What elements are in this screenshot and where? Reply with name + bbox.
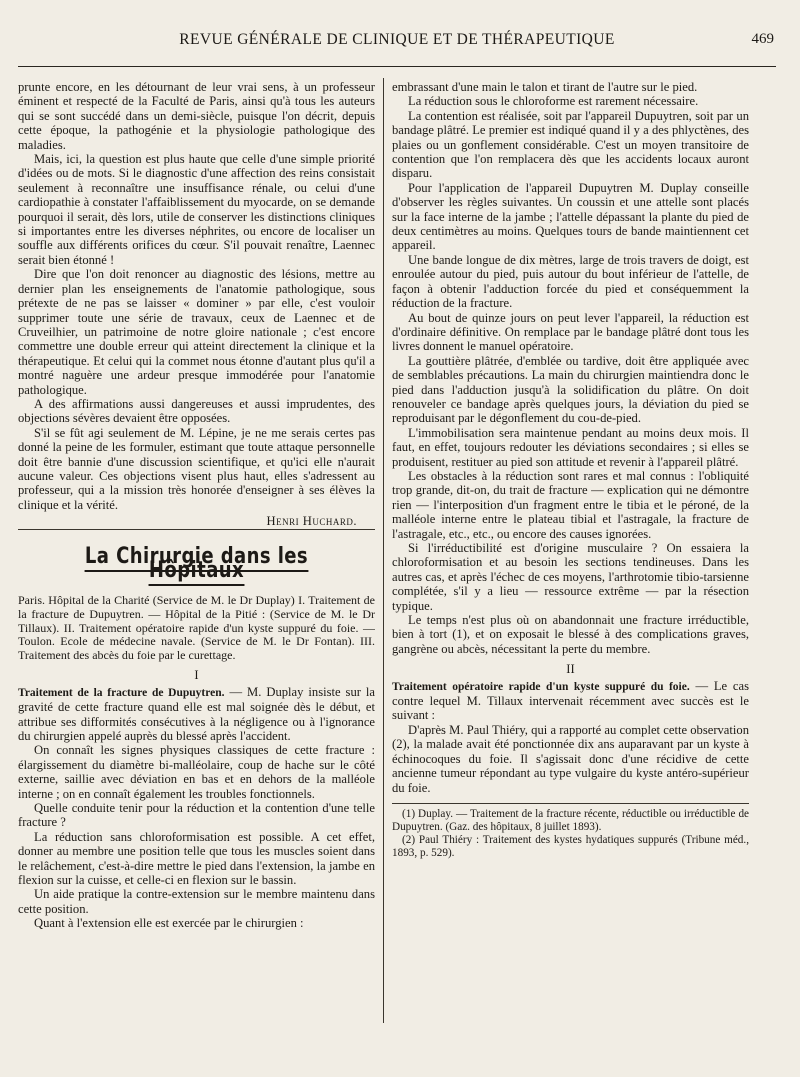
- subsection-number: I: [194, 668, 199, 683]
- paragraph: S'il se fût agi seulement de M. Lépine, je ne me serais certes pas donné la peine de les formuler, estimant que toute attaque personnelle doit être bannie d'une discussion scientifique, et qu'ici elle n'aurait aucune valeur. Ces objections visent plus haut, elles s'adressent au professeur, qui a la mission très honorée d'enseigner à ses élèves la clinique et la vérité.: [18, 425, 375, 512]
- runin-heading: Traitement de la fracture de Dupuytren.: [18, 686, 225, 699]
- paragraph: D'après M. Paul Thiéry, qui a rapporté au complet cette observation (2), la malade avait été ponctionnée dix ans auparavant par un kyste à échinocoques du foie. Il s'agissait donc d'une récidive de cette ancienne tumeur répondant au type vulgaire du kyste antéro-supérieur du foie.: [392, 722, 749, 795]
- runin-heading: Traitement opératoire rapide d'un kyste suppuré du foie.: [392, 680, 690, 693]
- paragraph: Les obstacles à la réduction sont rares et mal connus : l'obliquité trop grande, dit-on, du trait de fracture — explication qui ne démontre rien — l'interposition d'un fragment entre le tibia et le péroné, de la malléole interne entre le plateau tibial et l'astragale, la fracture de l'astragale, etc., etc., ou encore des causes ignorées.: [392, 468, 749, 541]
- column-divider: [383, 78, 384, 1023]
- left-column: [18, 80, 375, 1070]
- running-title: REVUE GÉNÉRALE DE CLINIQUE ET DE THÉRAPEUTIQUE: [179, 31, 615, 48]
- paragraph: Dire que l'on doit renoncer au diagnostic des lésions, mettre au dernier plan les enseignements de l'anatomie pathologique, sous prétexte de ne pas se laisser « dominer » par elle, c'est vouloir supprimer toute une série de travaux, ceux de Laennec et de Cruveilhier, un patrimoine de notre gloire nationale ; c'est encore commettre une double erreur qui atteint directement la clinique et la thérapeutique. Et celui qui la commet nous étonne d'autant plus qu'il a montré naguère une ardeur presque immodérée pour l'anatomie pathologique.: [18, 267, 375, 397]
- page-header: [18, 26, 776, 67]
- section-summary: Paris. Hôpital de la Charité (Service de M. le Dr Duplay) I. Traitement de la fracture de Dupuytren. — Hôpital de la Pitié : (Service de M. le Dr Tillaux). II. Traitement opératoire rapide d'un kyste suppuré du foie. — Toulon. Ecole de médecine navale. (Service de M. le Dr Fontan). III. Traitement des abcès du foie par le curettage.: [18, 593, 375, 662]
- paragraph: [392, 679, 749, 723]
- paragraph: L'immobilisation sera maintenue pendant au moins deux mois. Il faut, en effet, toujours redouter les déviations secondaires ; si elles se produisent, restituer au pied son attitude et revenir à l'appareil plâtré.: [392, 425, 749, 469]
- paragraph: Un aide pratique la contre-extension sur le membre maintenu dans cette position.: [18, 887, 375, 916]
- paragraph: La gouttière plâtrée, d'emblée ou tardive, doit être appliquée avec de semblables précautions. La main du chirurgien maintiendra donc le pied dans l'adduction jusqu'à la solidification du plâtre. On doit renouveler ce bandage après quelques jours, la déviation du pied se reproduisant par le dégonflement du cou-de-pied.: [392, 353, 749, 426]
- section-title: [50, 543, 343, 583]
- paragraph: Si l'irréductibilité est d'origine musculaire ? On essaiera la chloroformisation et au besoin les sections tendineuses. Dans les autres cas, et après l'échec de ces moyens, l'arthrotomie tibio-tarsienne complétée, s'il y a lieu — ressource extrême — par la résection typique.: [392, 541, 749, 613]
- right-column: [392, 80, 749, 1070]
- paragraph: Quelle conduite tenir pour la réduction et la contention d'une telle fracture ?: [18, 801, 375, 830]
- footnote: (2) Paul Thiéry : Traitement des kystes hydatiques suppurés (Tribune méd., 1893, p. 529).: [392, 833, 749, 859]
- paragraph: Pour l'application de l'appareil Dupuytren M. Duplay conseille d'observer les règles suivantes. Un coussin et une attelle sont placés sur la face interne de la jambe ; l'attelle dépassant la plante du pied de deux centimètres au moins. Quelques tours de bande maintiennent cet appareil.: [392, 180, 749, 253]
- paragraph: On connaît les signes physiques classiques de cette fracture : élargissement du diamètre bi-malléolaire, coup de hache sur le côté externe, saillie avec déviation en bas et en dehors de la malléole interne ; on en connaît également les troubles fonctionnels.: [18, 743, 375, 801]
- paragraph: Quant à l'extension elle est exercée par le chirurgien :: [34, 916, 304, 931]
- section-rule: [18, 529, 375, 530]
- footnote: (1) Duplay. — Traitement de la fracture récente, réductible ou irréductible de Dupuytren. (Gaz. des hôpitaux, 8 juillet 1893).: [392, 807, 749, 833]
- paragraph: La réduction sans chloroformisation est possible. A cet effet, donner au membre une position telle que tous les muscles soient dans le relâchement, c'est-à-dire mettre le pied dans l'extension, la jambe en flexion sur la cuisse, et celle-ci en flexion sur le bassin.: [18, 829, 375, 888]
- paragraph: Le temps n'est plus où on abandonnait une fracture irréductible, bien à tort (1), et on exposait le blessé à des complications graves, gangrène ou abcès, nécessitant la perte du membre.: [392, 613, 749, 656]
- paragraph: embrassant d'une main le talon et tirant de l'autre sur le pied.: [392, 80, 698, 94]
- footnotes: [392, 803, 749, 860]
- paragraph-text: — M. Duplay insiste sur la gravité de cette fracture quand elle est mal soignée dès le début, et attribue ses difformités consécutives à la négligence ou à l'ignorance du chirurgien appelé auprès du blessé après l'accident.: [18, 684, 375, 743]
- section-title-text: La Chirurgie dans les Hôpitaux: [85, 544, 308, 586]
- paragraph: Mais, ici, la question est plus haute que celle d'une simple priorité d'idées ou de mots. Si le diagnostic d'une affection des reins consistait seulement à reconnaître une insuffisance rénale, ou celui d'une cardiopathie à constater l'affaiblissement du myocarde, on se demande pourquoi il serait, dès lors, utile de conserver les distinctions cliniques si importantes entre les diverses néphrites, ou encore de localiser un souffle aux différents orifices du cœur. S'il pouvait renaître, Laennec serait bien étonné !: [18, 152, 375, 267]
- paragraph: La réduction sous le chloroforme est rarement nécessaire.: [408, 94, 699, 109]
- paragraph: prunte encore, en les détournant de leur vrai sens, à un professeur éminent et respecté de la Faculté de Paris, ainsi qu'à tous les auteurs qui se sont succédé dans un demi-siècle, puisque l'on décrit, depuis cette époque, la pathogénie et la physiologie pathologique des maladies.: [18, 80, 375, 152]
- paragraph: Au bout de quinze jours on peut lever l'appareil, la réduction est d'ordinaire définitive. On remplace par le bandage plâtré dont tous les livres donnent le manuel opératoire.: [392, 310, 749, 354]
- subsection-number: II: [566, 662, 575, 677]
- page-number: 469: [751, 31, 774, 47]
- paragraph: La contention est réalisée, soit par l'appareil Dupuytren, soit par un bandage plâtré. Le premier est indiqué quand il y a des phlyctènes, des plaies ou un gonflement considérable. C'est un moyen transitoire de contention que l'on remplacera dès que les accidents locaux auront disparu.: [392, 108, 749, 181]
- paragraph-text: — Le cas contre lequel M. Tillaux intervenait récemment avec succès est le suivant :: [392, 678, 749, 723]
- paragraph: Une bande longue de dix mètres, large de trois travers de doigt, est enroulée autour du pied, puis autour du bout inférieur de l'attelle, de façon à obtenir l'adduction forcée du pied et conséquemment la réduction de la fracture.: [392, 252, 749, 311]
- paragraph: [18, 685, 375, 744]
- paragraph: A des affirmations aussi dangereuses et aussi imprudentes, des objections sévères devaient être opposées.: [18, 396, 375, 426]
- author-signature: Henri Huchard.: [266, 514, 357, 529]
